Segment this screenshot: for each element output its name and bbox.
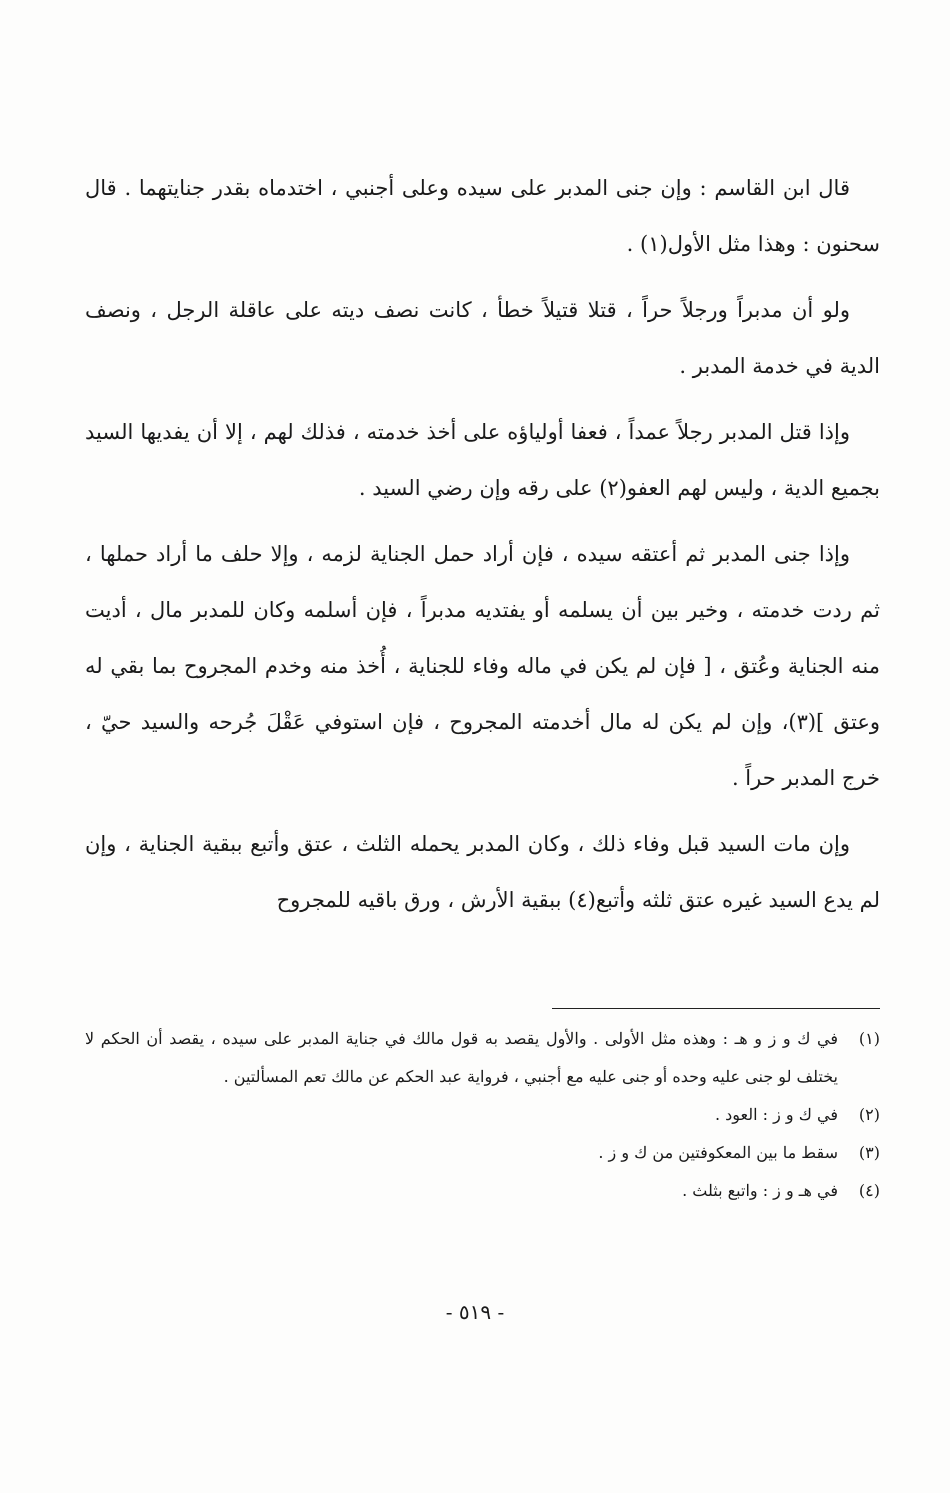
main-text xyxy=(85,160,880,938)
paragraph-2: ولو أن مدبراً ورجلاً حراً ، قتلا قتيلاً خطأ ، كانت نصف ديته على عاقلة الرجل ، ونصف الدية في خدمة المدبر . xyxy=(85,298,880,378)
footnote-number: (٢) xyxy=(858,1105,880,1124)
footnote-number: (٣) xyxy=(858,1143,880,1162)
footnotes xyxy=(85,1020,880,1210)
footnote-separator xyxy=(552,1008,880,1009)
footnote-4 xyxy=(85,1172,880,1210)
footnote-2 xyxy=(85,1096,880,1134)
footnote-text: في ك و ز و هـ : وهذه مثل الأولى . والأول يقصد به قول مالك في جناية المدبر على سيده ، يقصد أن الحكم لا يختلف لو جنى عليه وحده أو جنى عليه مع أجنبي ، فرواية عبد الحكم عن مالك تعم المسألتين . xyxy=(85,1029,838,1086)
footnote-number: (١) xyxy=(858,1029,880,1048)
paragraph-3: وإذا قتل المدبر رجلاً عمداً ، فعفا أولياؤه على أخذ خدمته ، فذلك لهم ، إلا أن يفديها السيد بجميع الدية ، وليس لهم العفو(٢) على رقه وإن رضي السيد . xyxy=(85,420,880,500)
footnote-1 xyxy=(85,1020,880,1096)
page-number: - ٥١٩ - xyxy=(445,1300,505,1324)
footnote-text: سقط ما بين المعكوفتين من ك و ز . xyxy=(598,1143,838,1162)
footnote-number: (٤) xyxy=(858,1181,880,1200)
paragraph-1: قال ابن القاسم : وإن جنى المدبر على سيده وعلى أجنبي ، اختدماه بقدر جنايتهما . قال سحنون : وهذا مثل الأول(١) . xyxy=(85,176,880,256)
paragraph-4: وإذا جنى المدبر ثم أعتقه سيده ، فإن أراد حمل الجناية لزمه ، وإلا حلف ما أراد حملها ، ثم ردت خدمته ، وخير بين أن يسلمه أو يفتديه مدبراً ، فإن أسلمه وكان للمدبر مال ، أديت منه الجناية وعُتق ، [ فإن لم يكن في ماله وفاء للجناية ، أُخذ منه وخدم المجروح بما بقي له وعتق ](٣)، وإن لم يكن له مال أخدمته المجروح ، فإن استوفي عَقْلَ جُرحه والسيد حيّ ، خرج المدبر حراً . xyxy=(85,542,880,790)
footnote-text: في هـ و ز : واتبع بثلث . xyxy=(682,1181,838,1200)
footnote-3 xyxy=(85,1134,880,1172)
paragraph-5: وإن مات السيد قبل وفاء ذلك ، وكان المدبر يحمله الثلث ، عتق وأتبع ببقية الجناية ، وإن لم يدع السيد غيره عتق ثلثه وأتبع(٤) ببقية الأرش ، ورق باقيه للمجروح xyxy=(85,832,880,912)
footnote-text: في ك و ز : العود . xyxy=(714,1105,838,1124)
